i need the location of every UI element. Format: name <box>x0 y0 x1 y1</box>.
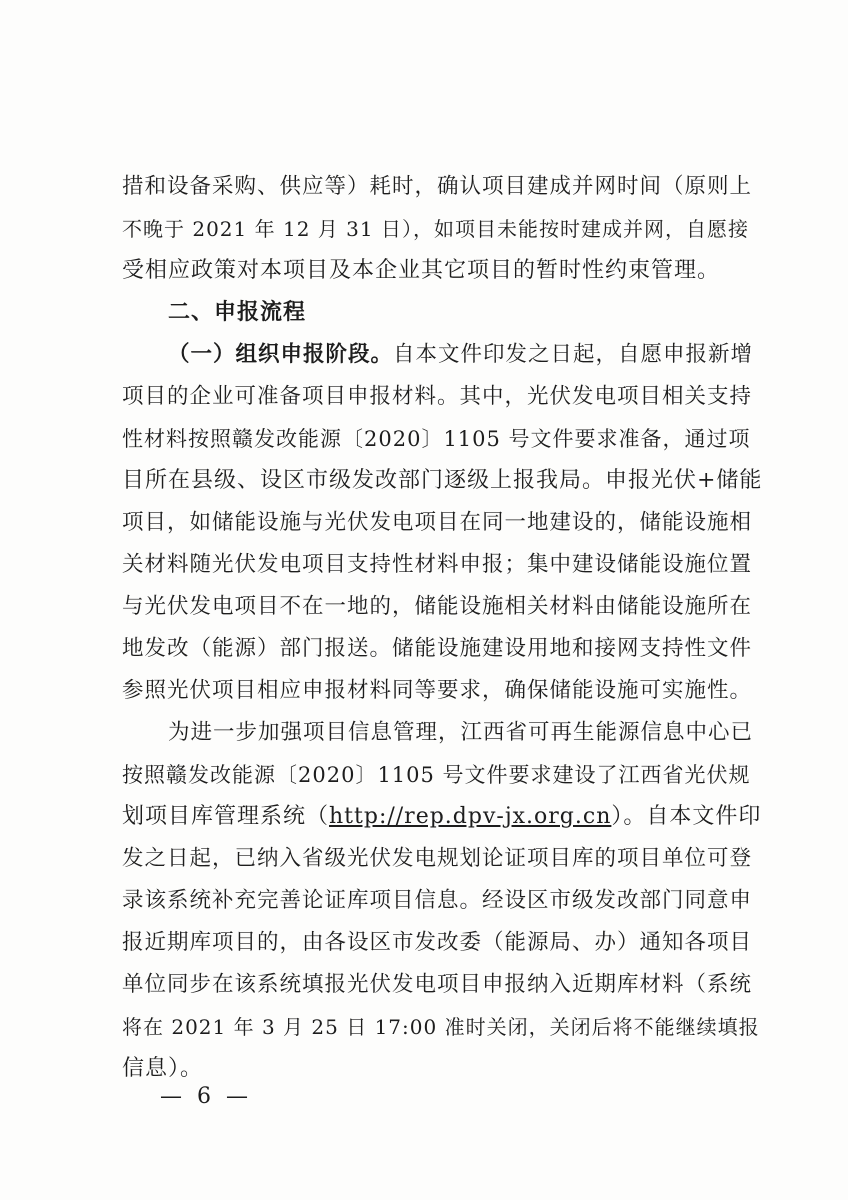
text-line: 单位同步在该系统填报光伏发电项目申报纳入近期库材料（系统 <box>122 972 753 997</box>
text-span: 自本文件印发之日起，自愿申报新增 <box>393 342 754 367</box>
text-line: 性材料按照赣发改能源〔2020〕1105 号文件要求准备，通过项 <box>122 427 751 451</box>
text-line: 发之日起，已纳入省级光伏发电规划论证项目库的项目单位可登 <box>122 846 753 871</box>
section-heading: 二、申报流程 <box>168 300 307 325</box>
text-line: 项目的企业可准备项目申报材料。其中，光伏发电项目相关支持 <box>122 384 753 409</box>
text-line: 录该系统补充完善论证库项目信息。经设区市级发改部门同意申 <box>122 888 753 913</box>
text-line: 按照赣发改能源〔2020〕1105 号文件要求建设了江西省光伏规 <box>122 763 751 787</box>
text-line: 信息）。 <box>122 1056 204 1081</box>
text-span: ）。自本文件印 <box>611 804 762 829</box>
page-number: — 6 — <box>160 1084 252 1109</box>
text-line: 受相应政策对本项目及本企业其它项目的暂时性约束管理。 <box>122 258 721 283</box>
text-line: 地发改（能源）部门报送。储能设施建设用地和接网支持性文件 <box>122 636 753 661</box>
text-line: 关材料随光伏发电项目支持性材料申报；集中建设储能设施位置 <box>122 552 753 577</box>
paragraph-first-line <box>168 340 762 370</box>
text-line: 措和设备采购、供应等）耗时，确认项目建成并网时间（原则上 <box>122 174 753 199</box>
text-span: 划项目库管理系统（ <box>122 804 330 829</box>
text-line: 参照光伏项目相应申报材料同等要求，确保储能设施可实施性。 <box>122 678 753 703</box>
text-line <box>122 802 762 832</box>
text-line: 将在 2021 年 3 月 25 日 17:00 准时关闭，关闭后将不能继续填报 <box>122 1015 760 1039</box>
text-line: 项目，如储能设施与光伏发电项目在同一地建设的，储能设施相 <box>122 510 753 535</box>
text-line: 目所在县级、设区市级发改部门逐级上报我局。申报光伏+储能 <box>122 468 763 493</box>
text-line: 报近期库项目的，由各设区市发改委（能源局、办）通知各项目 <box>122 930 753 955</box>
subsection-heading: （一）组织申报阶段。 <box>168 342 394 367</box>
text-line: 不晚于 2021 年 12 月 31 日），如项目未能按时建成并网，自愿接 <box>122 217 749 241</box>
system-url-link[interactable]: http://rep.dpv-jx.org.cn <box>329 804 612 829</box>
paragraph-first-line: 为进一步加强项目信息管理，江西省可再生能源信息中心已 <box>168 720 754 745</box>
text-line: 与光伏发电项目不在一地的，储能设施相关材料由储能设施所在 <box>122 594 753 619</box>
